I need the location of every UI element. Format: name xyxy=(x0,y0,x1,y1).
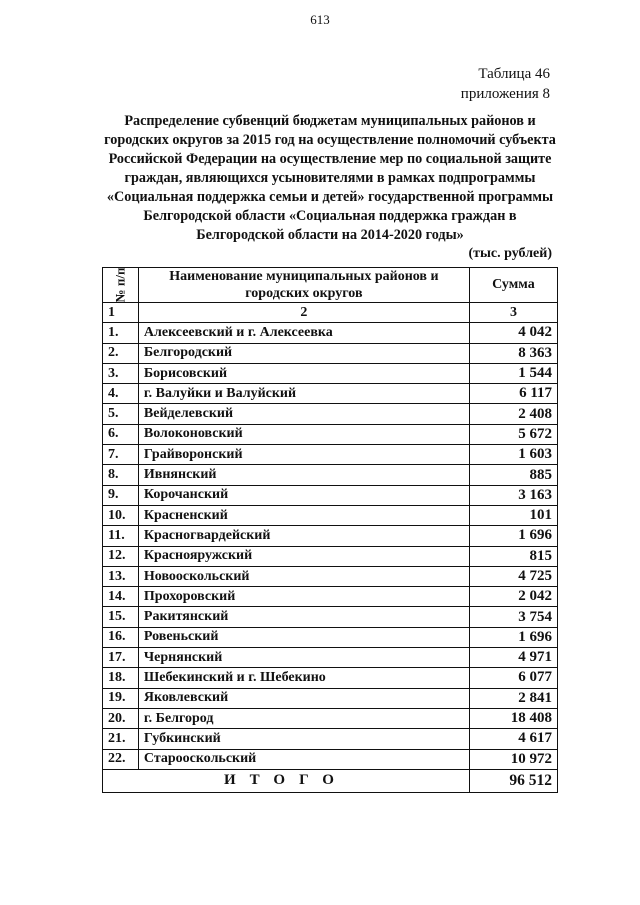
row-number: 20. xyxy=(103,708,139,728)
row-sum: 1 603 xyxy=(469,445,557,465)
row-name: Прохоровский xyxy=(138,587,469,607)
row-name: Грайворонский xyxy=(138,445,469,465)
row-name: Борисовский xyxy=(138,363,469,383)
row-number: 7. xyxy=(103,445,139,465)
table-row xyxy=(103,445,558,465)
row-number: 5. xyxy=(103,404,139,424)
row-number: 8. xyxy=(103,465,139,485)
row-name: Красногвардейский xyxy=(138,526,469,546)
row-sum: 5 672 xyxy=(469,424,557,444)
row-name: Ровеньский xyxy=(138,627,469,647)
table-row xyxy=(103,607,558,627)
table-row xyxy=(103,526,558,546)
column-number: 2 xyxy=(138,303,469,323)
row-number: 13. xyxy=(103,566,139,586)
header-name: Наименование муниципальных районов и городских округов xyxy=(138,268,469,303)
row-name: Волоконовский xyxy=(138,424,469,444)
header-number xyxy=(103,268,139,303)
row-number: 15. xyxy=(103,607,139,627)
table-row xyxy=(103,688,558,708)
row-number: 6. xyxy=(103,424,139,444)
row-sum: 2 408 xyxy=(469,404,557,424)
table-body xyxy=(103,323,558,770)
row-number: 18. xyxy=(103,668,139,688)
row-sum: 2 042 xyxy=(469,587,557,607)
row-name: Алексеевский и г. Алексеевка xyxy=(138,323,469,343)
row-number: 12. xyxy=(103,546,139,566)
row-sum: 885 xyxy=(469,465,557,485)
row-number: 10. xyxy=(103,505,139,525)
row-sum: 8 363 xyxy=(469,343,557,363)
header-number-text: № п/п xyxy=(112,267,128,302)
table-row xyxy=(103,566,558,586)
row-name: Ивнянский xyxy=(138,465,469,485)
row-name: Белгородский xyxy=(138,343,469,363)
table-reference-line1: Таблица 46 xyxy=(478,66,550,82)
table-row xyxy=(103,505,558,525)
row-name: г. Белгород xyxy=(138,708,469,728)
column-number: 3 xyxy=(469,303,557,323)
row-sum: 4 725 xyxy=(469,566,557,586)
total-sum: 96 512 xyxy=(469,769,557,792)
row-number: 22. xyxy=(103,749,139,769)
table-reference-line2: приложения 8 xyxy=(460,86,550,102)
column-number: 1 xyxy=(103,303,139,323)
header-sum: Сумма xyxy=(469,268,557,303)
row-number: 2. xyxy=(103,343,139,363)
table-row xyxy=(103,404,558,424)
row-name: Красненский xyxy=(138,505,469,525)
subsidy-table xyxy=(102,267,558,793)
table-row xyxy=(103,424,558,444)
row-name: г. Валуйки и Валуйский xyxy=(138,384,469,404)
row-number: 4. xyxy=(103,384,139,404)
row-number: 14. xyxy=(103,587,139,607)
page-number: 613 xyxy=(310,12,330,27)
table-row xyxy=(103,546,558,566)
row-name: Новооскольский xyxy=(138,566,469,586)
units-label: (тыс. рублей) xyxy=(468,246,552,261)
row-number: 3. xyxy=(103,363,139,383)
table-row xyxy=(103,627,558,647)
table-row xyxy=(103,648,558,668)
row-name: Вейделевский xyxy=(138,404,469,424)
row-sum: 6 077 xyxy=(469,668,557,688)
table-reference xyxy=(461,64,550,104)
table-row xyxy=(103,587,558,607)
row-name: Ракитянский xyxy=(138,607,469,627)
row-sum: 4 617 xyxy=(469,729,557,749)
table-row xyxy=(103,668,558,688)
row-number: 1. xyxy=(103,323,139,343)
table-row xyxy=(103,485,558,505)
row-sum: 3 163 xyxy=(469,485,557,505)
row-sum: 4 971 xyxy=(469,648,557,668)
table-row xyxy=(103,323,558,343)
column-number-row xyxy=(103,303,558,323)
row-sum: 18 408 xyxy=(469,708,557,728)
row-number: 9. xyxy=(103,485,139,505)
row-sum: 1 696 xyxy=(469,526,557,546)
row-name: Старооскольский xyxy=(138,749,469,769)
row-sum: 1 696 xyxy=(469,627,557,647)
row-sum: 6 117 xyxy=(469,384,557,404)
row-sum: 4 042 xyxy=(469,323,557,343)
row-name: Яковлевский xyxy=(138,688,469,708)
row-sum: 1 544 xyxy=(469,363,557,383)
table-row xyxy=(103,729,558,749)
row-name: Корочанский xyxy=(138,485,469,505)
table-row xyxy=(103,749,558,769)
row-name: Шебекинский и г. Шебекино xyxy=(138,668,469,688)
total-row xyxy=(103,769,558,792)
row-name: Краснояружский xyxy=(138,546,469,566)
table-row xyxy=(103,363,558,383)
row-sum: 3 754 xyxy=(469,607,557,627)
row-sum: 815 xyxy=(469,546,557,566)
row-number: 19. xyxy=(103,688,139,708)
row-number: 17. xyxy=(103,648,139,668)
table-row xyxy=(103,465,558,485)
total-label: ИТОГО xyxy=(103,769,470,792)
row-name: Чернянский xyxy=(138,648,469,668)
row-name: Губкинский xyxy=(138,729,469,749)
document-title: Распределение субвенций бюджетам муниципальных районов и городских округов за 2015 год на осуществление полномочий субъекта Российской Федерации на осуществление мер по социальной защите граждан, являющихся усыновителями в рамках подпрограммы «Социальная поддержка семьи и детей» государственной программы Белгородской области «Социальная поддержка граждан в Белгородской области на 2014-2020 годы» xyxy=(104,113,556,243)
table-header-row xyxy=(103,268,558,303)
row-sum: 2 841 xyxy=(469,688,557,708)
row-sum: 10 972 xyxy=(469,749,557,769)
row-number: 21. xyxy=(103,729,139,749)
row-number: 11. xyxy=(103,526,139,546)
table-row xyxy=(103,708,558,728)
table-row xyxy=(103,384,558,404)
row-sum: 101 xyxy=(469,505,557,525)
row-number: 16. xyxy=(103,627,139,647)
table-row xyxy=(103,343,558,363)
